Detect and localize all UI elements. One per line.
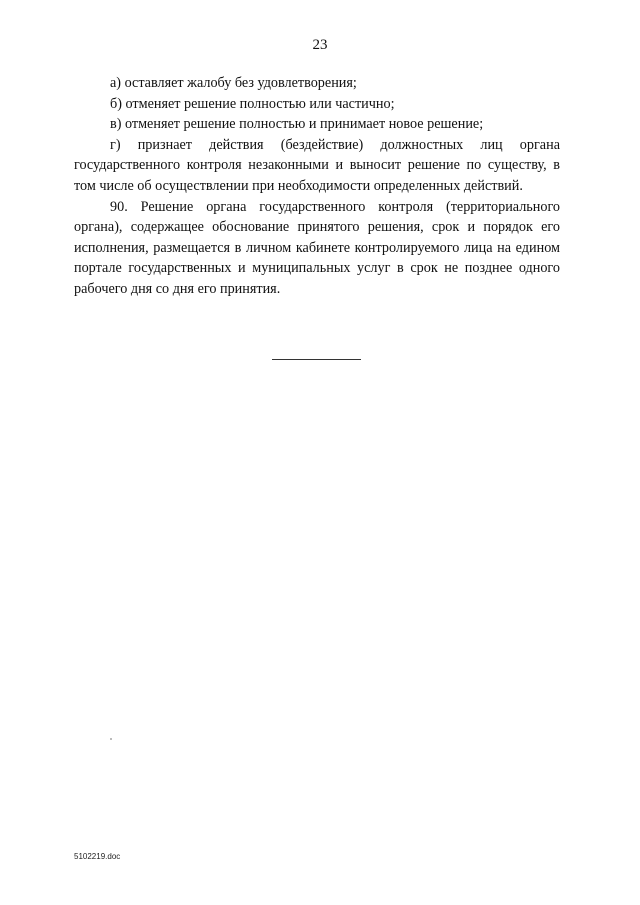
page-number: 23 <box>312 37 328 53</box>
paragraph-90: 90. Решение органа государственного контроля (территориального органа), содержащее обоснование принятого решения, срок и порядок его исполнения, размещается в личном кабинете контролируемого лица на едином портале государственных и муниципальных услуг в срок не позднее одного рабочего дня со дня его принятия. <box>74 198 560 297</box>
item-v: в) отменяет решение полностью и принимает новое решение; <box>110 116 484 133</box>
item-b: б) отменяет решение полностью или частично; <box>110 95 395 112</box>
stray-mark <box>110 738 112 740</box>
document-body <box>74 73 560 300</box>
item-g: г) признает действия (бездействие) должностных лиц органа государственного контроля незаконными и выносит решение по существу, в том числе об осуществлении при необходимости определенных действий. <box>74 136 560 194</box>
item-a: а) оставляет жалобу без удовлетворения; <box>110 75 357 91</box>
end-divider <box>272 359 361 360</box>
footer-file-name: 5102219.doc <box>74 852 121 861</box>
